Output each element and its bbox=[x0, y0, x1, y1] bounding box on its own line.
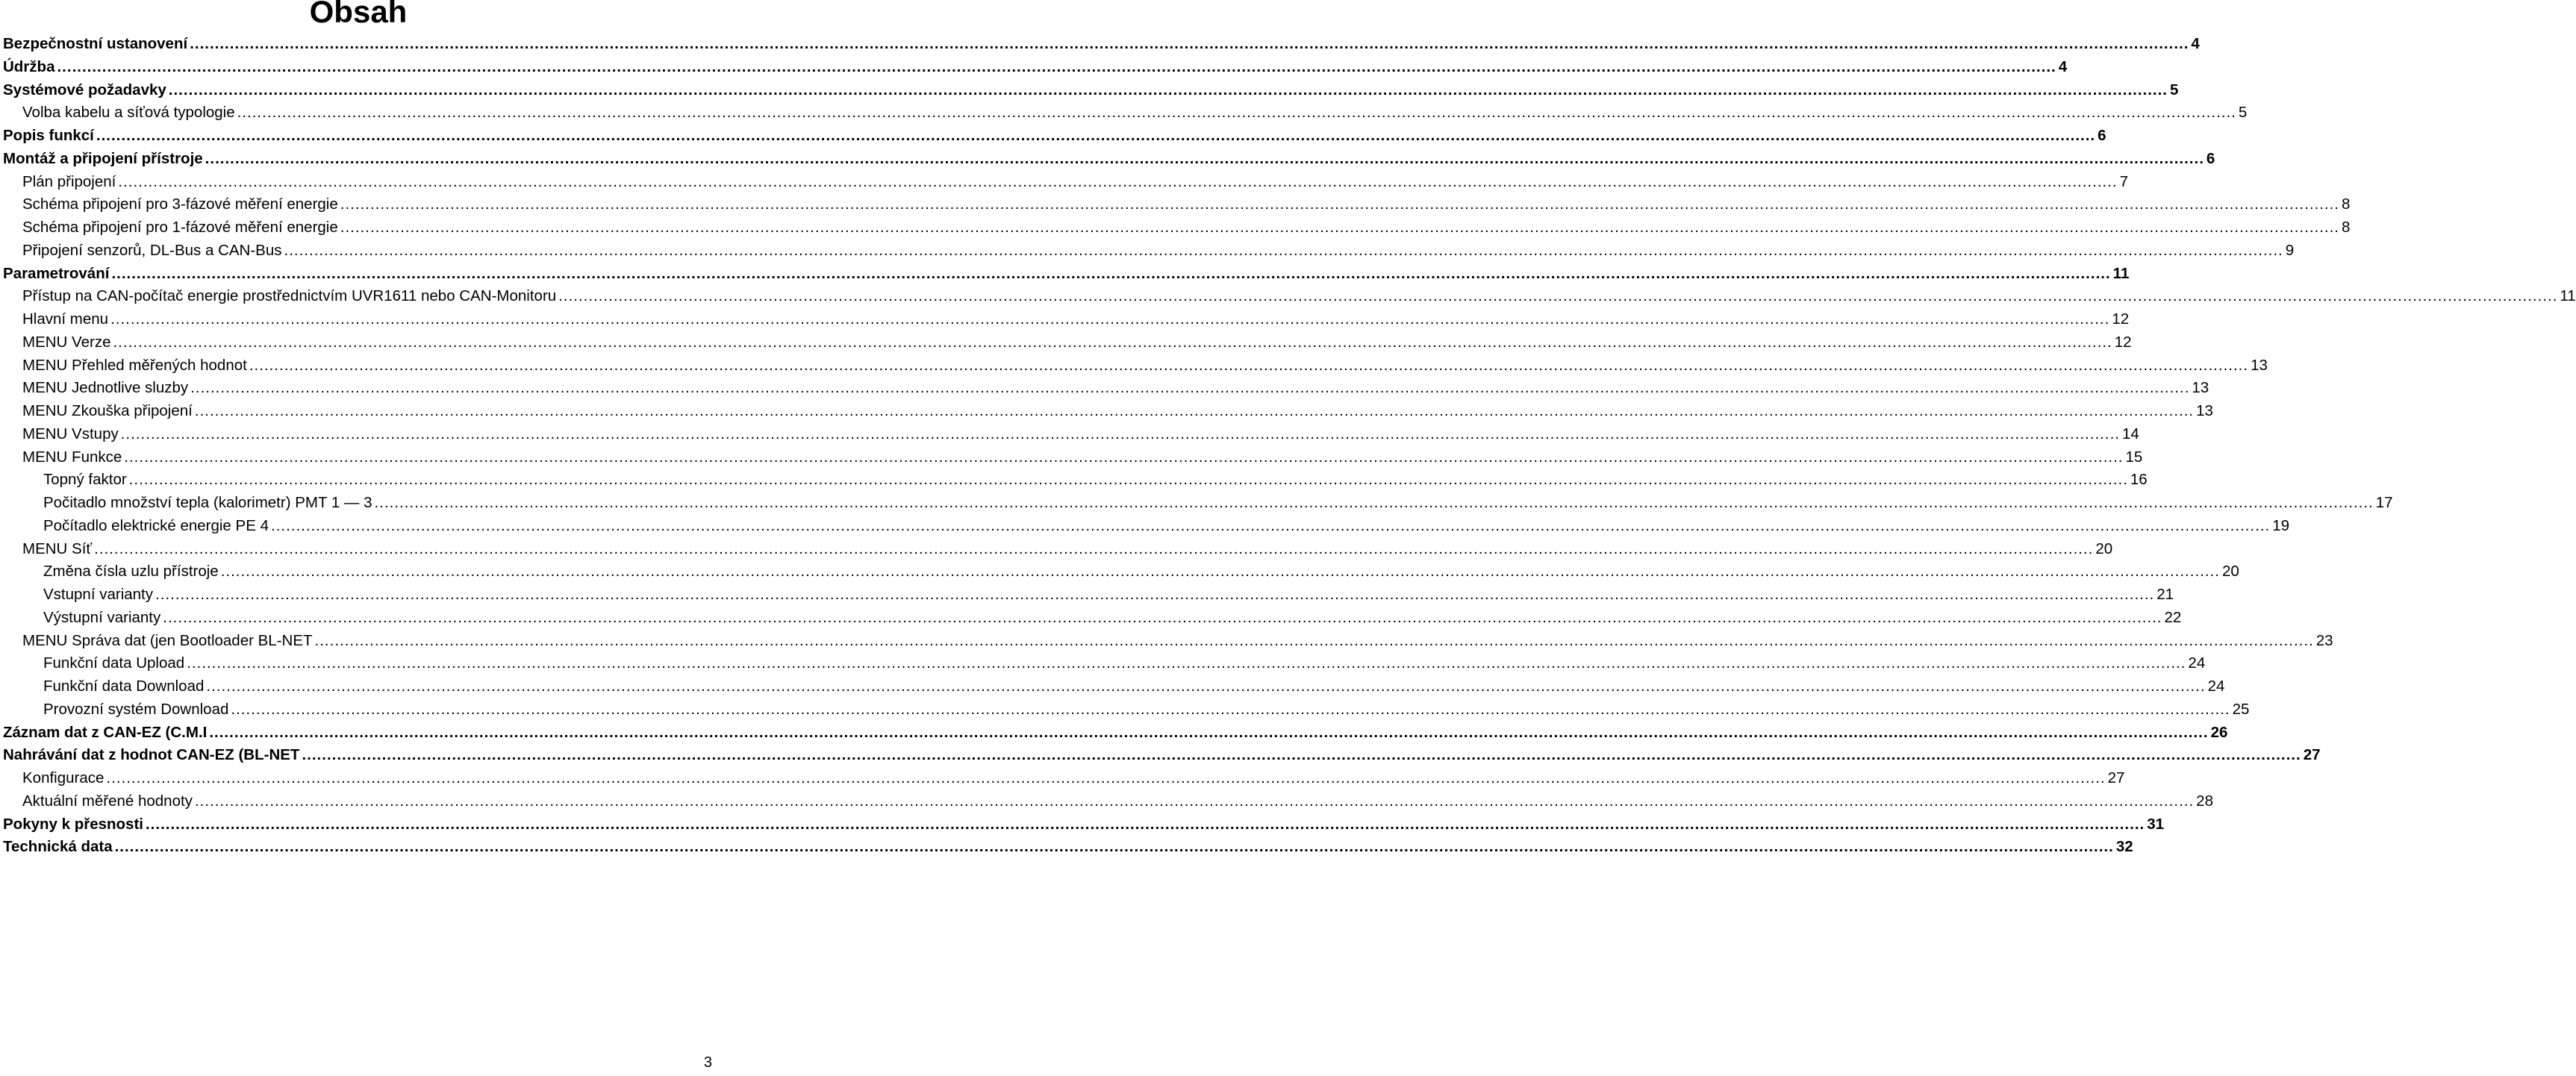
toc-entry-page: 15 bbox=[2125, 448, 2143, 466]
toc-entry[interactable] bbox=[3, 446, 2143, 469]
toc-dot-leader: ................................................................................................................................................................................................................................................................................................................................................................................................................ bbox=[558, 287, 2558, 305]
page-number: 3 bbox=[703, 1054, 712, 1071]
toc-entry[interactable] bbox=[3, 698, 2250, 722]
toc-entry-page: 14 bbox=[2121, 425, 2139, 442]
toc-entry[interactable] bbox=[3, 538, 2113, 561]
toc-dot-leader: ................................................................................................................................................................................................................................................................................................................................................................................................................ bbox=[155, 586, 2155, 603]
toc-dot-leader: ................................................................................................................................................................................................................................................................................................................................................................................................................ bbox=[194, 792, 2195, 810]
toc-entry-page: 25 bbox=[2232, 700, 2250, 718]
toc-entry-label: Připojení senzorů, DL-Bus a CAN-Bus bbox=[22, 241, 282, 259]
toc-entry-label: Systémové požadavky bbox=[3, 81, 166, 98]
toc-entry-page: 6 bbox=[2098, 127, 2106, 144]
toc-dot-leader: ................................................................................................................................................................................................................................................................................................................................................................................................................ bbox=[340, 196, 2339, 213]
toc-entry-label: Počitadlo množství tepla (kalorimetr) PMT 1 — 3 bbox=[43, 494, 372, 511]
toc-entry-label: MENU Vstupy bbox=[22, 425, 119, 442]
toc-entry-label: Hlavní menu bbox=[22, 310, 109, 328]
toc-dot-leader: ................................................................................................................................................................................................................................................................................................................................................................................................................ bbox=[194, 402, 2195, 419]
toc-entry-label: Parametrování bbox=[3, 264, 110, 282]
toc-entry[interactable] bbox=[3, 630, 2333, 653]
toc-entry-page: 6 bbox=[2206, 149, 2215, 167]
toc-entry-label: Vstupní varianty bbox=[43, 586, 153, 603]
toc-entry-page: 12 bbox=[2114, 333, 2132, 351]
toc-dot-leader: ................................................................................................................................................................................................................................................................................................................................................................................................................ bbox=[94, 539, 2094, 557]
toc-entry-label: Montáž a připojení přístroje bbox=[3, 149, 203, 167]
toc-entry-page: 32 bbox=[2115, 838, 2133, 856]
toc-dot-leader: ................................................................................................................................................................................................................................................................................................................................................................................................................ bbox=[168, 81, 2168, 98]
toc-entry-label: Popis funkcí bbox=[3, 127, 94, 144]
toc-entry-page: 8 bbox=[2342, 196, 2351, 213]
toc-entry[interactable] bbox=[3, 354, 2268, 378]
toc-dot-leader: ................................................................................................................................................................................................................................................................................................................................................................................................................ bbox=[220, 563, 2220, 581]
toc-entry-label: Schéma připojení pro 3-fázové měření energie bbox=[22, 196, 338, 213]
toc-dot-leader: ................................................................................................................................................................................................................................................................................................................................................................................................................ bbox=[209, 723, 2209, 741]
toc-entry[interactable] bbox=[3, 377, 2209, 400]
toc-entry[interactable] bbox=[3, 263, 2130, 286]
toc-entry-label: Topný faktor bbox=[43, 471, 127, 489]
toc-entry-page: 9 bbox=[2285, 241, 2295, 259]
toc-entry[interactable] bbox=[3, 308, 2130, 331]
toc-entry[interactable] bbox=[3, 652, 2206, 675]
toc-entry[interactable] bbox=[3, 33, 2200, 56]
toc-dot-leader: ................................................................................................................................................................................................................................................................................................................................................................................................................ bbox=[190, 35, 2189, 52]
toc-entry-page: 13 bbox=[2192, 379, 2209, 397]
toc-dot-leader: ................................................................................................................................................................................................................................................................................................................................................................................................................ bbox=[113, 333, 2112, 351]
toc-entry-page: 23 bbox=[2315, 631, 2333, 649]
toc-entry[interactable] bbox=[3, 193, 2351, 216]
toc-dot-leader: ................................................................................................................................................................................................................................................................................................................................................................................................................ bbox=[190, 379, 2190, 397]
toc-entry-page: 4 bbox=[2058, 57, 2068, 75]
toc-entry-page: 26 bbox=[2210, 723, 2228, 741]
toc-dot-leader: ................................................................................................................................................................................................................................................................................................................................................................................................................ bbox=[106, 769, 2106, 786]
toc-entry-page: 24 bbox=[2188, 654, 2206, 672]
toc-entry[interactable] bbox=[3, 813, 2165, 836]
toc-dot-leader: ................................................................................................................................................................................................................................................................................................................................................................................................................ bbox=[111, 264, 2111, 282]
toc-entry-page: 12 bbox=[2112, 310, 2130, 328]
toc-entry-label: Volba kabelu a síťová typologie bbox=[22, 104, 235, 122]
toc-entry-page: 5 bbox=[2170, 81, 2179, 98]
toc-entry-label: Pokyny k přesnosti bbox=[3, 815, 143, 833]
toc-entry-label: Počítadlo elektrické energie PE 4 bbox=[43, 516, 269, 534]
toc-entry-label: MENU Zkouška připojení bbox=[22, 402, 193, 419]
toc-entry-label: Bezpečnostní ustanovení bbox=[3, 35, 188, 52]
toc-entry-page: 11 bbox=[2560, 287, 2576, 305]
toc-dot-leader: ................................................................................................................................................................................................................................................................................................................................................................................................................ bbox=[237, 104, 2236, 122]
toc-entry-page: 28 bbox=[2196, 792, 2213, 810]
toc-entry-page: 13 bbox=[2251, 356, 2268, 374]
toc-entry-label: MENU Síť bbox=[22, 539, 93, 557]
toc-entry-page: 16 bbox=[2130, 471, 2148, 489]
toc-dot-leader: ................................................................................................................................................................................................................................................................................................................................................................................................................ bbox=[57, 57, 2056, 75]
toc-dot-leader: ................................................................................................................................................................................................................................................................................................................................................................................................................ bbox=[302, 746, 2301, 764]
toc-entry[interactable] bbox=[3, 423, 2139, 446]
toc-entry[interactable] bbox=[3, 767, 2125, 790]
toc-dot-leader: ................................................................................................................................................................................................................................................................................................................................................................................................................ bbox=[128, 471, 2128, 489]
toc-dot-leader: ................................................................................................................................................................................................................................................................................................................................................................................................................ bbox=[249, 356, 2249, 374]
toc-dot-leader: ................................................................................................................................................................................................................................................................................................................................................................................................................ bbox=[96, 127, 2096, 144]
toc-entry-page: 20 bbox=[2221, 563, 2239, 581]
toc-entry[interactable] bbox=[3, 790, 2213, 813]
toc-dot-leader: ................................................................................................................................................................................................................................................................................................................................................................................................................ bbox=[145, 815, 2145, 833]
toc-entry-label: Funkční data Download bbox=[43, 678, 205, 695]
toc-entry-page: 13 bbox=[2196, 402, 2213, 419]
toc-entry-page: 27 bbox=[2107, 769, 2125, 786]
toc-entry[interactable] bbox=[3, 675, 2225, 698]
toc-dot-leader: ................................................................................................................................................................................................................................................................................................................................................................................................................ bbox=[114, 838, 2114, 856]
toc-entry[interactable] bbox=[3, 240, 2295, 263]
toc-entry-page: 8 bbox=[2342, 219, 2351, 236]
toc-dot-leader: ................................................................................................................................................................................................................................................................................................................................................................................................................ bbox=[284, 241, 2283, 259]
toc-entry[interactable] bbox=[3, 101, 2248, 125]
toc-entry-label: MENU Funkce bbox=[22, 448, 122, 466]
toc-entry-page: 21 bbox=[2156, 586, 2174, 603]
toc-entry-label: Schéma připojení pro 1-fázové měření energie bbox=[22, 219, 338, 236]
table-of-contents bbox=[3, 33, 2576, 859]
toc-dot-leader: ................................................................................................................................................................................................................................................................................................................................................................................................................ bbox=[340, 219, 2339, 236]
toc-entry-label: MENU Jednotlive sluzby bbox=[22, 379, 189, 397]
toc-dot-leader: ................................................................................................................................................................................................................................................................................................................................................................................................................ bbox=[163, 608, 2162, 626]
toc-entry[interactable] bbox=[3, 836, 2133, 859]
toc-entry[interactable] bbox=[3, 285, 2576, 308]
toc-entry-label: Záznam dat z CAN-EZ (C.M.I bbox=[3, 723, 208, 741]
toc-dot-leader: ................................................................................................................................................................................................................................................................................................................................................................................................................ bbox=[110, 310, 2110, 328]
toc-entry-page: 5 bbox=[2238, 104, 2248, 122]
toc-entry-label: Změna čísla uzlu přístroje bbox=[43, 563, 219, 581]
toc-dot-leader: ................................................................................................................................................................................................................................................................................................................................................................................................................ bbox=[205, 149, 2204, 167]
toc-dot-leader: ................................................................................................................................................................................................................................................................................................................................................................................................................ bbox=[231, 700, 2230, 718]
toc-entry-page: 19 bbox=[2272, 516, 2290, 534]
toc-entry-page: 11 bbox=[2112, 264, 2130, 282]
toc-entry[interactable] bbox=[3, 148, 2215, 171]
toc-entry-label: Konfigurace bbox=[22, 769, 105, 786]
toc-entry-label: Přístup na CAN-počítač energie prostřednictvím UVR1611 nebo CAN-Monitoru bbox=[22, 287, 557, 305]
toc-entry-label: Technická data bbox=[3, 838, 113, 856]
toc-dot-leader: ................................................................................................................................................................................................................................................................................................................................................................................................................ bbox=[120, 425, 2120, 442]
toc-entry[interactable] bbox=[3, 744, 2321, 767]
toc-entry-page: 24 bbox=[2207, 678, 2225, 695]
toc-dot-leader: ................................................................................................................................................................................................................................................................................................................................................................................................................ bbox=[374, 494, 2374, 511]
toc-entry[interactable] bbox=[3, 492, 2393, 515]
toc-dot-leader: ................................................................................................................................................................................................................................................................................................................................................................................................................ bbox=[270, 516, 2271, 534]
toc-dot-leader: ................................................................................................................................................................................................................................................................................................................................................................................................................ bbox=[124, 448, 2124, 466]
toc-entry-label: Provozní systém Download bbox=[43, 700, 229, 718]
toc-entry-page: 22 bbox=[2164, 608, 2182, 626]
toc-entry[interactable] bbox=[3, 607, 2182, 630]
toc-entry[interactable] bbox=[3, 125, 2106, 148]
toc-entry-page: 17 bbox=[2375, 494, 2393, 511]
toc-entry-page: 27 bbox=[2303, 746, 2321, 764]
toc-dot-leader: ................................................................................................................................................................................................................................................................................................................................................................................................................ bbox=[187, 654, 2186, 672]
toc-entry[interactable] bbox=[3, 216, 2351, 240]
toc-entry[interactable] bbox=[3, 331, 2132, 354]
toc-entry[interactable] bbox=[3, 722, 2228, 745]
toc-entry-label: Aktuální měřené hodnoty bbox=[22, 792, 193, 810]
toc-entry-label: Funkční data Upload bbox=[43, 654, 185, 672]
toc-entry[interactable] bbox=[3, 56, 2068, 79]
toc-entry-label: MENU Správa dat (jen Bootloader BL-NET bbox=[22, 631, 313, 649]
toc-entry[interactable] bbox=[3, 171, 2129, 194]
page-title: Obsah bbox=[309, 0, 408, 29]
toc-entry-page: 7 bbox=[2119, 172, 2129, 190]
toc-entry-label: Údržba bbox=[3, 57, 55, 75]
toc-entry-label: MENU Verze bbox=[22, 333, 111, 351]
toc-entry-label: Plán připojení bbox=[22, 172, 116, 190]
toc-entry[interactable] bbox=[3, 560, 2239, 584]
toc-dot-leader: ................................................................................................................................................................................................................................................................................................................................................................................................................ bbox=[118, 172, 2118, 190]
toc-entry-page: 4 bbox=[2191, 35, 2200, 52]
toc-entry-label: MENU Přehled měřených hodnot bbox=[22, 356, 247, 374]
toc-entry[interactable] bbox=[3, 400, 2213, 423]
toc-entry-label: Výstupní varianty bbox=[43, 608, 161, 626]
toc-entry-page: 20 bbox=[2095, 539, 2113, 557]
toc-dot-leader: ................................................................................................................................................................................................................................................................................................................................................................................................................ bbox=[206, 678, 2206, 695]
toc-entry-page: 31 bbox=[2147, 815, 2165, 833]
toc-entry[interactable] bbox=[3, 469, 2148, 492]
toc-entry[interactable] bbox=[3, 584, 2174, 607]
toc-entry-label: Nahrávání dat z hodnot CAN-EZ (BL-NET bbox=[3, 746, 300, 764]
toc-entry[interactable] bbox=[3, 79, 2179, 102]
toc-entry[interactable] bbox=[3, 515, 2290, 538]
toc-dot-leader: ................................................................................................................................................................................................................................................................................................................................................................................................................ bbox=[314, 631, 2314, 649]
